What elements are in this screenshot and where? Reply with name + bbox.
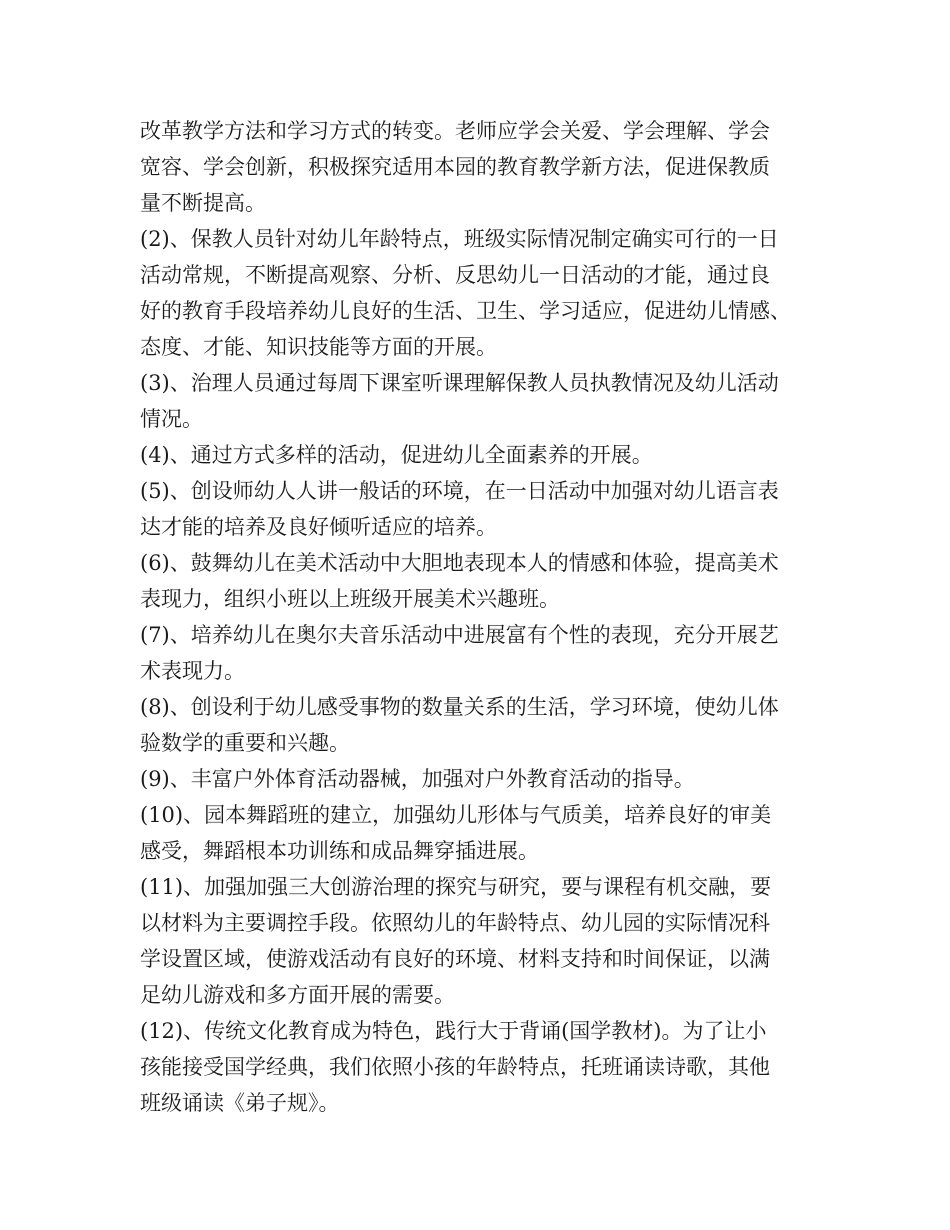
document-body: [140, 113, 830, 1121]
text-line: 验数学的重要和兴趣。: [140, 731, 350, 755]
text-line: (5)、创设师幼人人讲一般话的环境，在一日活动中加强对幼儿语言表: [140, 479, 779, 503]
text-line: 好的教育手段培养幼儿良好的生活、卫生、学习适应，促进幼儿情感、: [140, 299, 791, 323]
text-line: 改革教学方法和学习方式的转变。老师应学会关爱、学会理解、学会: [140, 119, 770, 143]
text-line: (12)、传统文化教育成为特色，践行大于背诵(国学教材)。为了让小: [140, 1019, 767, 1043]
text-line: 孩能接受国学经典，我们依照小孩的年龄特点，托班诵读诗歌，其他: [140, 1055, 770, 1079]
text-line: (6)、鼓舞幼儿在美术活动中大胆地表现本人的情感和体验，提高美术: [140, 551, 779, 575]
text-line: 以材料为主要调控手段。依照幼儿的年龄特点、幼儿园的实际情况科: [140, 911, 770, 935]
text-line: (8)、创设利于幼儿感受事物的数量关系的生活，学习环境，使幼儿体: [140, 695, 779, 719]
text-line: 足幼儿游戏和多方面开展的需要。: [140, 983, 455, 1007]
text-line: (10)、园本舞蹈班的建立，加强幼儿形体与气质美，培养良好的审美: [140, 803, 772, 827]
text-line: 情况。: [140, 407, 203, 431]
text-line: 态度、才能、知识技能等方面的开展。: [140, 335, 497, 359]
text-line: (7)、培养幼儿在奥尔夫音乐活动中进展富有个性的表现，充分开展艺: [140, 623, 779, 647]
text-line: 宽容、学会创新，积极探究适用本园的教育教学新方法，促进保教质: [140, 155, 770, 179]
text-line: 量不断提高。: [140, 191, 266, 215]
text-line: 术表现力。: [140, 659, 245, 683]
text-line: 达才能的培养及良好倾听适应的培养。: [140, 515, 497, 539]
text-line: 感受，舞蹈根本功训练和成品舞穿插进展。: [140, 839, 539, 863]
text-line: (2)、保教人员针对幼儿年龄特点，班级实际情况制定确实可行的一日: [140, 227, 779, 251]
text-line: (4)、通过方式多样的活动，促进幼儿全面素养的开展。: [140, 443, 653, 467]
text-line: (9)、丰富户外体育活动器械，加强对户外教育活动的指导。: [140, 767, 695, 791]
text-line: (3)、治理人员通过每周下课室听课理解保教人员执教情况及幼儿活动: [140, 371, 779, 395]
text-line: 表现力，组织小班以上班级开展美术兴趣班。: [140, 587, 560, 611]
text-line: (11)、加强加强三大创游治理的探究与研究，要与课程有机交融，要: [140, 875, 772, 899]
text-line: 学设置区域，使游戏活动有良好的环境、材料支持和时间保证，以满: [140, 947, 770, 971]
text-line: 班级诵读《弟子规》。: [140, 1091, 340, 1115]
text-line: 活动常规，不断提高观察、分析、反思幼儿一日活动的才能，通过良: [140, 263, 770, 287]
